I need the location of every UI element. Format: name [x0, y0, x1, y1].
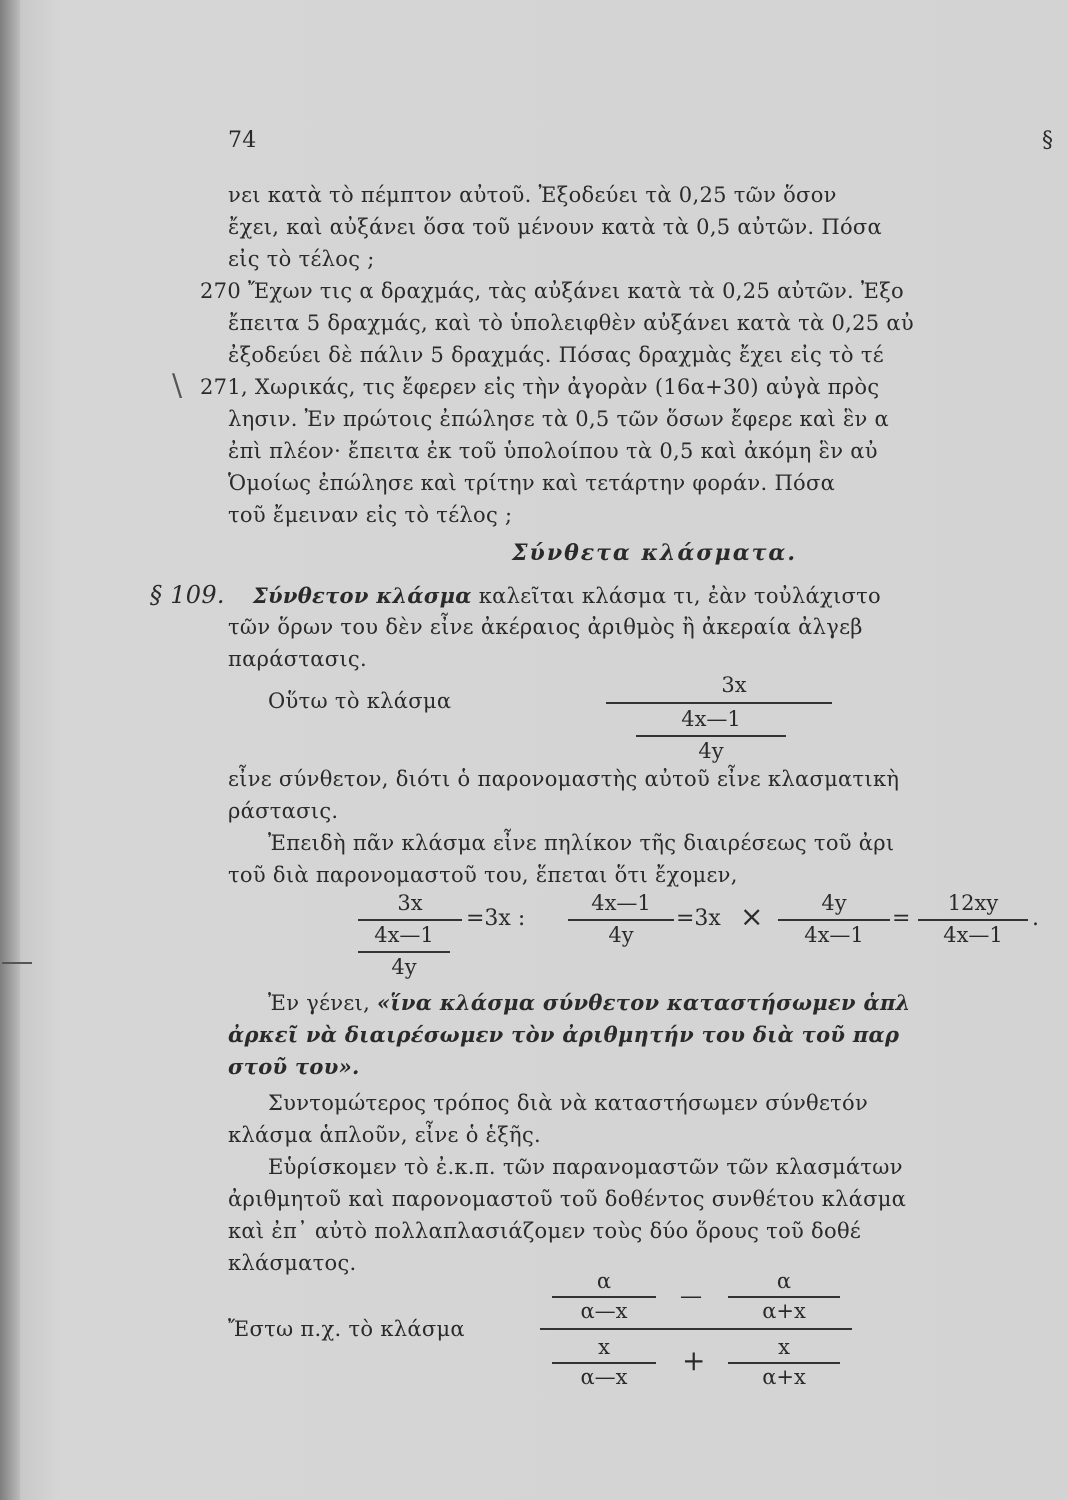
formula-numerator: 4x—1 — [591, 891, 651, 915]
formula-denominator: 4x—1 — [943, 923, 1003, 947]
formula-period: . — [1032, 906, 1039, 931]
formula-numerator: α — [776, 1269, 792, 1293]
fraction-bar — [606, 702, 832, 704]
text-line: ράστασις. — [228, 799, 339, 823]
main-fraction-bar — [540, 1328, 852, 1330]
text-line: λησιν. Ἐν πρώτοις ἐπώλησε τὰ 0,5 τῶν ὅσων ἔφερε καὶ ἓν α — [228, 407, 890, 431]
text-line: ἔχει, καὶ αὐξάνει ὅσα τοῦ μένουν κατὰ τὰ 0,5 αὐτῶν. Πόσα — [228, 215, 883, 239]
fraction-bar — [636, 735, 786, 737]
formula-operator: + — [682, 1344, 706, 1377]
formula-denominator: α+x — [762, 1365, 806, 1389]
text-line: Ὁμοίως ἐπώλησε καὶ τρίτην καὶ τετάρτην φοράν. Πόσα — [228, 471, 836, 495]
formula-denominator: 4y — [608, 923, 634, 947]
formula-operator: — — [680, 1284, 702, 1309]
times-operator: × — [740, 900, 764, 933]
rule-text: «ἵνα κλάσμα σύνθετον καταστήσωμεν ἁπλ — [377, 990, 911, 1015]
formula-denominator: α—x — [580, 1299, 628, 1323]
text-line: Ἔστω π.χ. τὸ κλάσμα — [228, 1317, 465, 1341]
text-line: Ἐπειδὴ πᾶν κλάσμα εἶνε πηλίκον τῆς διαιρέσεως τοῦ ἀρι — [268, 831, 895, 855]
text-line: Οὕτω τὸ κλάσμα — [268, 689, 452, 713]
formula-inner-denominator: 4y — [391, 955, 417, 979]
text-line: τοῦ διὰ παρονομαστοῦ του, ἕπεται ὅτι ἔχομεν, — [228, 863, 738, 887]
formula-operator: = — [892, 906, 911, 931]
text-line: εἰς τὸ τέλος ; — [228, 247, 375, 271]
text-line: ἀριθμητοῦ καὶ παρονομαστοῦ τοῦ δοθέντος συνθέτου κλάσμα — [228, 1187, 907, 1211]
formula-operator: =3x — [676, 906, 721, 931]
text-line: εἶνε σύνθετον, διότι ὁ παρονομαστὴς αὐτοῦ εἶνε κλασματικὴ — [228, 767, 900, 791]
section-number: § 109. — [150, 581, 225, 609]
text-span: καλεῖται κλάσμα τι, ἐὰν τοὐλάχιστο — [471, 584, 881, 608]
text-line: νει κατὰ τὸ πέμπτον αὐτοῦ. Ἐξοδεύει τὰ 0,25 τῶν ὅσον — [228, 183, 837, 207]
fraction-bar — [918, 919, 1028, 921]
section-109-line — [150, 582, 881, 609]
text-line: Συντομώτερος τρόπος διὰ νὰ καταστήσωμεν σύνθετόν — [268, 1091, 869, 1115]
edge-mark — [2, 962, 32, 964]
text-line: τοῦ ἔμειναν εἰς τὸ τέλος ; — [228, 503, 513, 527]
defined-term: Σύνθετον κλάσμα — [252, 583, 472, 608]
text-span: Ἐν γένει, — [268, 991, 378, 1015]
text-line: κλάσματος. — [228, 1251, 357, 1275]
formula-numerator: α — [596, 1269, 612, 1293]
formula-inner-numerator: 4x—1 — [374, 923, 434, 947]
fraction-bar — [778, 919, 890, 921]
fraction-bar — [358, 951, 450, 953]
formula-numerator: 12xy — [947, 891, 999, 915]
rule-text: στοῦ του». — [228, 1054, 360, 1079]
text-line: ἐξοδεύει δὲ πάλιν 5 δραχμάς. Πόσας δραχμὰς ἔχει εἰς τὸ τέ — [228, 343, 884, 367]
formula-inner-numerator: 4x—1 — [681, 707, 741, 731]
formula-numerator: 4y — [821, 891, 847, 915]
formula-operator: =3x : — [466, 906, 526, 931]
page-number: 74 — [228, 128, 257, 153]
text-line: Εὑρίσκομεν τὸ ἐ.κ.π. τῶν παρανομαστῶν τῶν κλασμάτων — [268, 1155, 903, 1179]
text-line: παράστασις. — [228, 647, 367, 671]
formula-denominator: α+x — [762, 1299, 806, 1323]
fraction-bar — [358, 919, 462, 921]
formula-numerator: x — [778, 1335, 790, 1359]
formula-inner-denominator: 4y — [698, 739, 724, 763]
section-heading: Σύνθετα κλάσματα. — [512, 540, 798, 566]
text-line: ἔπειτα 5 δραχμάς, καὶ τὸ ὑπολειφθὲν αὐξάνει κατὰ τὰ 0,25 αὐ — [228, 311, 914, 335]
text-line — [268, 990, 911, 1016]
formula-denominator: 4x—1 — [804, 923, 864, 947]
formula-numerator: x — [598, 1335, 610, 1359]
text-line: καὶ ἐπ᾽ αὐτὸ πολλαπλασιάζομεν τοὺς δύο ὅρους τοῦ δοθέ — [228, 1219, 862, 1243]
formula-denominator: α—x — [580, 1365, 628, 1389]
fraction-bar — [568, 919, 674, 921]
text-line: τῶν ὅρων του δὲν εἶνε ἀκέραιος ἀριθμὸς ἢ ἀκεραία ἀλγεβ — [228, 615, 863, 639]
rule-text: ἀρκεῖ νὰ διαιρέσωμεν τὸν ἀριθμητήν του διὰ τοῦ παρ — [228, 1022, 900, 1047]
exercise-271: 271, Χωρικάς, τις ἔφερεν εἰς τὴν ἀγορὰν (16α+30) αὐγὰ πρὸς — [200, 375, 880, 399]
formula-numerator: 3x — [397, 891, 423, 915]
text-line: ἐπὶ πλέον· ἔπειτα ἐκ τοῦ ὑπολοίπου τὰ 0,5 καὶ ἀκόμη ἓν αὐ — [228, 439, 878, 463]
formula-numerator: 3x — [721, 673, 747, 697]
section-mark: § — [1042, 128, 1054, 153]
exercise-270: 270 Ἔχων τις α δραχμάς, τὰς αὐξάνει κατὰ τὰ 0,25 αὐτῶν. Ἐξο — [200, 279, 905, 303]
margin-pencil-mark: \ — [172, 368, 183, 403]
text-line: κλάσμα ἁπλοῦν, εἶνε ὁ ἑξῆς. — [228, 1123, 541, 1147]
page-binding-gutter — [0, 0, 20, 1500]
